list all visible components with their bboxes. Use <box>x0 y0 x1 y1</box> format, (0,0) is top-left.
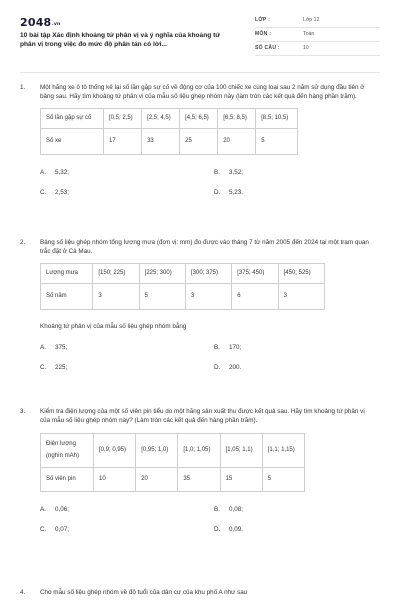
option-c[interactable] <box>40 526 69 535</box>
table-cell: [300; 375) <box>185 264 231 284</box>
question-1 <box>20 84 380 209</box>
table-cell: [225; 300) <box>139 264 185 284</box>
option-d[interactable] <box>214 364 241 373</box>
table-cell: [150; 225) <box>93 264 139 284</box>
option-row <box>40 506 376 526</box>
option-value: 375; <box>55 343 68 351</box>
option-row <box>40 169 376 189</box>
header-divider <box>20 72 380 73</box>
table-cell: [0,9; 0,95) <box>94 434 136 468</box>
table-cell: [1,05; 1,1) <box>220 434 262 468</box>
question-subtext: Khoảng tứ phân vị của mẫu số liệu ghép nhóm bằng <box>40 323 187 330</box>
question-1-options <box>40 169 376 209</box>
table-cell: 35 <box>178 468 220 492</box>
question-number: 4. <box>20 589 26 596</box>
table-cell: [450; 525) <box>278 264 324 284</box>
table-cell: [1,1; 1,15) <box>262 434 304 468</box>
option-row <box>40 344 376 364</box>
option-value: 170; <box>229 343 242 351</box>
table-row <box>41 264 325 284</box>
meta-value: Lớp 12 <box>303 16 320 23</box>
table-cell: 5 <box>262 468 304 492</box>
table-cell: Số năm <box>41 284 93 310</box>
option-row <box>40 526 376 546</box>
question-1-table <box>40 108 298 155</box>
table-cell: [1,0; 1,05) <box>178 434 220 468</box>
table-cell: 3 <box>185 284 231 310</box>
option-a[interactable] <box>40 344 67 353</box>
table-cell: [8,5; 10,5) <box>256 109 298 129</box>
table-cell: 10 <box>94 468 136 492</box>
option-a[interactable] <box>40 169 69 178</box>
option-d[interactable] <box>214 526 243 535</box>
option-value: 3,52; <box>229 169 244 176</box>
option-row <box>40 189 376 209</box>
option-b[interactable] <box>214 506 243 515</box>
option-b[interactable] <box>214 169 243 178</box>
table-cell: 6 <box>232 284 278 310</box>
option-letter: B. <box>214 343 220 351</box>
option-row <box>40 364 376 384</box>
question-3 <box>20 408 380 546</box>
option-letter: D. <box>214 363 221 371</box>
question-text: Một hãng xe ô tô thống kê lại số lần gặp sự cố về động cơ của 100 chiếc xe cùng loại sau 2 năm sử dụng đầu tiên ở bảng sau. Hãy tìm khoảng tứ phân vị của mẫu số liệu ghép nhóm này (làm tròn các kết quả đến hàng phần trăm). <box>40 84 365 100</box>
meta-row-subject <box>255 28 380 42</box>
option-value: 225; <box>55 363 68 371</box>
question-text: Bảng số liệu ghép nhóm tổng lượng mưa (đơn vị: mm) đo được vào tháng 7 từ năm 2005 đến 2024 tại một trạm quan trắc đặt ở Cà Mau. <box>40 239 369 255</box>
table-cell: Số xe <box>41 129 104 155</box>
table-cell: 5 <box>139 284 185 310</box>
table-cell: 3 <box>278 284 324 310</box>
document-header <box>20 14 380 58</box>
meta-label: LỚP : <box>255 17 271 24</box>
meta-row-class <box>255 14 380 28</box>
option-b[interactable] <box>214 344 241 353</box>
table-cell: [2,5; 4,5) <box>142 109 180 129</box>
table-row <box>41 109 298 129</box>
option-value: 5,32; <box>55 169 70 176</box>
option-d[interactable] <box>214 189 243 198</box>
question-number: 1. <box>20 84 26 91</box>
meta-row-question-count <box>255 42 380 56</box>
table-cell: 20 <box>136 468 178 492</box>
table-cell: 17 <box>104 129 142 155</box>
table-cell: [375; 450) <box>232 264 278 284</box>
table-cell: [6,5; 8,5) <box>218 109 256 129</box>
option-c[interactable] <box>40 364 67 373</box>
table-cell: Lượng mưa <box>41 264 93 284</box>
question-text: Cho mẫu số liệu ghép nhóm về độ tuổi của dân cư của khu phố A như sau <box>40 589 248 596</box>
option-letter: C. <box>40 363 47 371</box>
question-number: 2. <box>20 239 26 246</box>
table-cell: 25 <box>180 129 218 155</box>
table-cell: 15 <box>220 468 262 492</box>
option-value: 5,23. <box>229 189 244 196</box>
question-2-table <box>40 263 325 310</box>
option-letter: A. <box>40 506 46 513</box>
question-3-options <box>40 506 376 546</box>
table-cell: 33 <box>142 129 180 155</box>
option-value: 2,53; <box>55 189 70 196</box>
meta-value: Toán <box>303 30 315 37</box>
option-letter: D. <box>214 526 221 533</box>
option-value: 200. <box>229 363 242 371</box>
logo-suffix: .vn <box>51 22 61 27</box>
option-value: 0,06; <box>55 506 70 513</box>
option-letter: B. <box>214 506 220 513</box>
question-3-table <box>40 433 305 492</box>
table-cell: [4,5; 6,5) <box>180 109 218 129</box>
table-cell: Số lần gặp sự cố <box>41 109 104 129</box>
option-letter: C. <box>40 189 47 196</box>
option-c[interactable] <box>40 189 69 198</box>
table-cell: 3 <box>93 284 139 310</box>
table-cell: [0,95; 1,0) <box>136 434 178 468</box>
option-letter: D. <box>214 189 221 196</box>
table-row <box>41 284 325 310</box>
logo-text: 2048 <box>20 16 52 29</box>
option-a[interactable] <box>40 506 69 515</box>
table-cell: [0,5; 2,5) <box>104 109 142 129</box>
meta-value: 10 <box>303 44 309 51</box>
option-value: 0,08; <box>229 506 244 513</box>
question-text: Kiểm tra điện lượng của một số viên pin tiểu do một hãng sản xuất thu được kết quả sau. Hãy tìm khoảng tứ phân vị của mẫu số liệu ghép nhóm này? (Làm tròn các kết quả đến hàng phần trăm). <box>40 408 365 424</box>
option-letter: B. <box>214 169 220 176</box>
question-2 <box>20 239 380 384</box>
table-row <box>41 434 305 468</box>
table-cell: Số viên pin <box>41 468 94 492</box>
table-cell: 20 <box>218 129 256 155</box>
question-4 <box>20 589 380 598</box>
table-row <box>41 468 305 492</box>
table-cell: Điện lượng (nghìn mAh) <box>41 434 94 468</box>
table-row <box>41 129 298 155</box>
table-cell: 5 <box>256 129 298 155</box>
option-letter: A. <box>40 343 46 351</box>
document-meta <box>255 14 380 56</box>
option-value: 0,09. <box>229 526 244 533</box>
question-number: 3. <box>20 408 26 415</box>
document-title: 10 bài tập Xác định khoảng tứ phân vị và ý nghĩa của khoảng tứ phân vị trong việc đo mức độ phân tán có lời... <box>20 32 221 48</box>
site-logo[interactable] <box>20 16 61 31</box>
meta-label: MÔN : <box>255 31 272 38</box>
question-2-options <box>40 344 376 384</box>
option-value: 0,07; <box>55 526 70 533</box>
option-letter: A. <box>40 169 46 176</box>
option-letter: C. <box>40 526 47 533</box>
meta-label: SỐ CÂU : <box>255 45 280 52</box>
